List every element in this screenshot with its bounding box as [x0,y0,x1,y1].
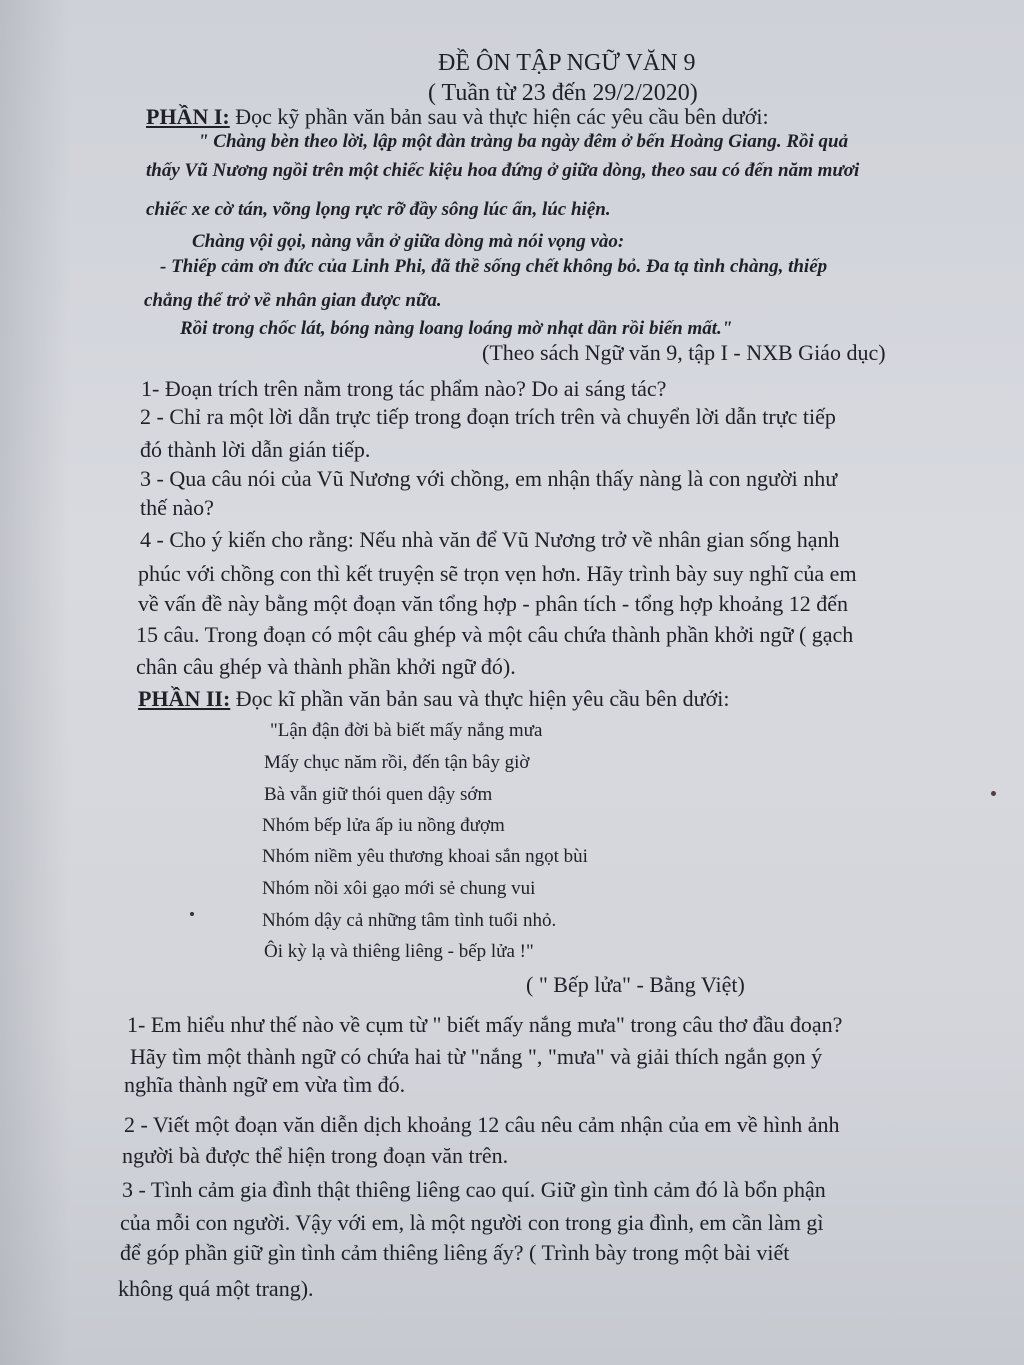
part1-source: (Theo sách Ngữ văn 9, tập I - NXB Giáo dục) [482,340,886,365]
ink-speck [190,912,194,916]
question-line: người bà được thể hiện trong đoạn văn trên. [122,1143,509,1168]
part1-instruction: Đọc kỹ phần văn bản sau và thực hiện các yêu cầu bên dưới: [235,104,769,129]
passage-line: Chàng vội gọi, nàng vẫn ở giữa dòng mà nói vọng vào: [192,231,625,252]
passage-line: - Thiếp cảm ơn đức của Linh Phi, đã thề sống chết không bỏ. Đa tạ tình chàng, thiếp [160,256,828,277]
part2-instruction: Đọc kĩ phần văn bản sau và thực hiện yêu cầu bên dưới: [235,686,730,711]
poem-line: "Lận đận đời bà biết mấy nắng mưa [270,720,543,741]
poem-line: Nhóm bếp lửa ấp iu nồng đượm [262,815,505,836]
question-line: phúc với chồng con thì kết truyện sẽ trọn vẹn hơn. Hãy trình bày suy nghĩ của em [138,561,857,586]
ink-speck [991,791,996,796]
question-line: Hãy tìm một thành ngữ có chứa hai từ "nắng ", "mưa" và giải thích ngắn gọn ý [130,1044,823,1069]
question-line: thế nào? [140,495,214,520]
part2-heading: PHẦN II: [138,686,231,711]
passage-line: chiếc xe cờ tán, võng lọng rực rỡ đầy sông lúc ẩn, lúc hiện. [146,199,611,220]
question-line: 3 - Tình cảm gia đình thật thiêng liêng cao quí. Giữ gìn tình cảm đó là bổn phận [122,1177,826,1202]
question-line: 15 câu. Trong đoạn có một câu ghép và một câu chứa thành phần khởi ngữ ( gạch [136,622,854,647]
poem-line: Ôi kỳ lạ và thiêng liêng - bếp lửa !" [264,941,534,962]
question-line: đó thành lời dẫn gián tiếp. [140,437,371,462]
part1-header [146,104,769,130]
question-line: của mỗi con người. Vậy với em, là một người con trong gia đình, em cần làm gì [120,1210,824,1235]
passage-line: chẳng thể trở về nhân gian được nữa. [144,290,442,311]
paper-shadow [0,0,70,1365]
question-line: 2 - Viết một đoạn văn diễn dịch khoảng 12 câu nêu cảm nhận của em về hình ảnh [124,1112,840,1137]
page-subtitle: ( Tuần từ 23 đến 29/2/2020) [428,80,698,106]
poem-line: Nhóm niềm yêu thương khoai sắn ngọt bùi [262,846,588,867]
poem-line: Nhóm nồi xôi gạo mới sẻ chung vui [262,878,536,899]
poem-line: Bà vẫn giữ thói quen dậy sớm [264,784,493,805]
passage-line: thấy Vũ Nương ngồi trên một chiếc kiệu hoa đứng ở giữa dòng, theo sau có đến năm mươi [146,160,860,181]
question-line: 4 - Cho ý kiến cho rằng: Nếu nhà văn để Vũ Nương trở về nhân gian sống hạnh [140,527,840,552]
passage-line: Rồi trong chốc lát, bóng nàng loang loáng mờ nhạt dần rồi biến mất." [180,318,733,339]
poem-line: Mấy chục năm rồi, đến tận bây giờ [264,752,530,773]
question-line: 2 - Chỉ ra một lời dẫn trực tiếp trong đoạn trích trên và chuyển lời dẫn trực tiếp [140,404,836,429]
question-line: chân câu ghép và thành phần khởi ngữ đó). [136,654,516,679]
question-line: để góp phần giữ gìn tình cảm thiêng liêng ấy? ( Trình bày trong một bài viết [120,1240,790,1265]
question-line: về vấn đề này bằng một đoạn văn tổng hợp - phân tích - tổng hợp khoảng 12 đến [138,591,849,616]
question-line: 1- Em hiểu như thế nào về cụm từ " biết mấy nắng mưa" trong câu thơ đầu đoạn? [127,1012,843,1037]
poem-line: Nhóm dậy cả những tâm tình tuổi nhỏ. [262,910,557,931]
part2-source: ( " Bếp lửa" - Bằng Việt) [526,972,745,997]
question-line: 1- Đoạn trích trên nằm trong tác phẩm nào? Do ai sáng tác? [141,376,667,401]
question-line: không quá một trang). [118,1276,314,1301]
page-title: ĐỀ ÔN TẬP NGỮ VĂN 9 [438,50,696,76]
part2-header [138,686,729,712]
question-line: 3 - Qua câu nói của Vũ Nương với chồng, em nhận thấy nàng là con người như [140,466,838,491]
question-line: nghĩa thành ngữ em vừa tìm đó. [124,1072,406,1097]
part1-heading: PHẦN I: [146,104,230,129]
passage-line: " Chàng bèn theo lời, lập một đàn tràng ba ngày đêm ở bến Hoàng Giang. Rồi quả [198,131,849,152]
